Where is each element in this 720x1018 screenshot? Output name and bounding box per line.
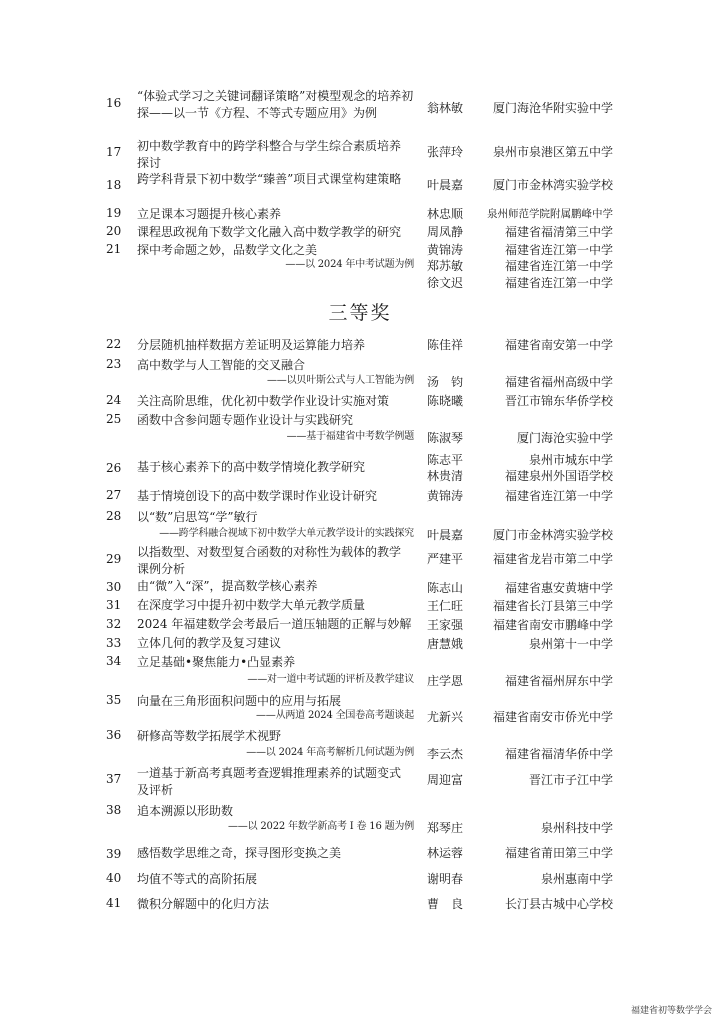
entry-title: 2024 年福建数学会考最后一道压轴题的正解与妙解 bbox=[137, 617, 412, 631]
entry-title: 基于核心素养下的高中数学情境化教学研究 bbox=[137, 460, 366, 474]
entry-organization: 厦门海沧华附实验中学 bbox=[492, 101, 613, 115]
entry-number: 36 bbox=[106, 728, 122, 742]
entry-subtitle: ——从两道 2024 全国卷高考题谈起 bbox=[255, 710, 414, 721]
entry-author: 尤新兴 bbox=[427, 710, 464, 724]
entry-author: 陈晓曦 bbox=[427, 394, 464, 408]
entry-title: 均值不等式的高阶拓展 bbox=[137, 872, 258, 886]
entry-number: 30 bbox=[106, 580, 122, 594]
entry-author: 汤 钧 bbox=[427, 375, 464, 389]
entry-author: 叶晨嘉 bbox=[427, 528, 464, 542]
entry-organization: 长汀县古城中心学校 bbox=[504, 897, 613, 911]
entry-organization: 泉州第十一中学 bbox=[528, 637, 613, 651]
entry-title: 立足课本习题提升核心素养 bbox=[137, 207, 282, 221]
entry-subtitle: ——跨学科融合视域下初中数学大单元教学设计的实践探究 bbox=[159, 528, 414, 539]
entry-organization: 泉州惠南中学 bbox=[540, 872, 613, 886]
entry-organization: 厦门市金林湾实验学校 bbox=[492, 528, 613, 542]
entry-number: 39 bbox=[106, 847, 122, 861]
entry-organization: 泉州市泉港区第五中学 bbox=[492, 145, 613, 159]
entry-author: 郑苏敏 bbox=[427, 259, 464, 273]
entry-author: 周迎富 bbox=[427, 773, 464, 787]
entry-author: 周凤静 bbox=[427, 225, 464, 239]
entry-organization: 福建省龙岩市第二中学 bbox=[492, 552, 613, 566]
entry-title: 立体几何的教学及复习建议 bbox=[137, 636, 282, 650]
entry-organization: 福建省南安市鹏峰中学 bbox=[492, 618, 613, 632]
entry-number: 23 bbox=[106, 357, 122, 371]
entry-organization: 福建省莆田第三中学 bbox=[504, 846, 613, 860]
entry-organization: 晋江市锦东华侨学校 bbox=[504, 394, 613, 408]
section-title-third-prize: 三等奖 bbox=[328, 302, 392, 324]
entry-author: 翁林敏 bbox=[427, 101, 464, 115]
entry-organization: 福建省连江第一中学 bbox=[504, 259, 613, 273]
entry-organization: 福建省福清华侨中学 bbox=[504, 747, 613, 761]
entry-organization: 福建省南安第一中学 bbox=[504, 338, 613, 352]
entry-subtitle: ——基于福建省中考数学例题 bbox=[286, 431, 414, 442]
entry-author: 徐文迟 bbox=[427, 276, 464, 290]
entry-author: 唐慧娥 bbox=[427, 637, 464, 651]
entry-organization: 福建省福清第三中学 bbox=[504, 225, 613, 239]
entry-title: 函数中含参问题专题作业设计与实践研究 bbox=[137, 413, 354, 427]
entry-title: 一道基于新高考真题考查逻辑推理素养的试题变式及评析 bbox=[137, 766, 402, 797]
entry-title: 探中考命题之妙，品数学文化之美 bbox=[137, 243, 318, 257]
entry-subtitle: ——以 2022 年数学新高考 I 卷 16 题为例 bbox=[228, 821, 414, 832]
entry-title: 以指数型、对数型复合函数的对称性为载体的教学课例分析 bbox=[137, 545, 402, 576]
entry-number: 35 bbox=[106, 693, 122, 707]
entry-number: 28 bbox=[106, 509, 122, 523]
entry-author: 林忠顺 bbox=[427, 207, 464, 221]
entry-organization: 福建省福州屏东中学 bbox=[504, 674, 613, 688]
entry-author: 林运蓉 bbox=[427, 846, 464, 860]
entry-author: 郑琴庄 bbox=[427, 821, 464, 835]
entry-title: 由“微”入“深”，提高数学核心素养 bbox=[137, 579, 318, 593]
entry-number: 27 bbox=[106, 488, 122, 502]
entry-number: 29 bbox=[106, 552, 122, 566]
entry-author: 黄锦涛 bbox=[427, 489, 464, 503]
entry-organization: 福建省福州高级中学 bbox=[504, 375, 613, 389]
entry-number: 22 bbox=[106, 337, 122, 351]
entry-title: “体验式学习之关键词翻译策略”对模型观念的培养初探——以一节《方程、不等式专题应用》为例 bbox=[137, 89, 414, 120]
entry-subtitle: ——以 2024 年中考试题为例 bbox=[285, 259, 414, 270]
entry-organization: 泉州市城东中学 bbox=[528, 453, 613, 467]
entry-number: 33 bbox=[106, 636, 122, 650]
entry-title: 课程思政视角下数学文化融入高中数学教学的研究 bbox=[137, 225, 402, 239]
entry-number: 24 bbox=[106, 393, 122, 407]
entry-author: 王仁旺 bbox=[427, 599, 464, 613]
entry-title: 初中数学教育中的跨学科整合与学生综合素质培养探讨 bbox=[137, 139, 402, 170]
entry-number: 16 bbox=[106, 96, 122, 110]
entry-author: 庄学恩 bbox=[427, 674, 464, 688]
entry-organization: 厦门市金林湾实验学校 bbox=[492, 178, 613, 192]
entry-author: 陈佳祥 bbox=[427, 338, 464, 352]
entry-number: 26 bbox=[106, 461, 122, 475]
entry-organization: 厦门海沧实验中学 bbox=[516, 431, 613, 445]
entry-title: 跨学科背景下初中数学“臻善”项目式课堂构建策略 bbox=[137, 172, 402, 186]
entry-author: 陈志山 bbox=[427, 581, 464, 595]
entry-number: 34 bbox=[106, 654, 122, 668]
entry-author: 陈志平 bbox=[427, 453, 464, 467]
entry-title: 追本溯源以形助数 bbox=[137, 804, 234, 818]
entry-author: 张萍玲 bbox=[427, 145, 464, 159]
entry-organization: 福建泉州外国语学校 bbox=[504, 469, 613, 483]
entry-number: 32 bbox=[106, 617, 122, 631]
entry-number: 20 bbox=[106, 224, 122, 238]
entry-author: 谢明春 bbox=[427, 872, 464, 886]
entry-number: 38 bbox=[106, 803, 122, 817]
entry-title: 感悟数学思维之奇，探寻图形变换之美 bbox=[137, 846, 342, 860]
entry-number: 37 bbox=[106, 772, 122, 786]
entry-author: 黄锦涛 bbox=[427, 243, 464, 257]
entry-title: 以“数”启思笃“学”敏行 bbox=[137, 510, 258, 524]
entry-author: 李云杰 bbox=[427, 747, 464, 761]
entry-number: 19 bbox=[106, 206, 122, 220]
entry-number: 40 bbox=[106, 871, 122, 885]
entry-author: 陈淑琴 bbox=[427, 431, 464, 445]
publisher-footer: 福建省初等数学学会 bbox=[630, 1006, 712, 1016]
entry-organization: 泉州师范学院附属鹏峰中学 bbox=[487, 208, 613, 220]
entry-subtitle: ——以贝叶斯公式与人工智能为例 bbox=[267, 375, 414, 386]
entry-organization: 福建省连江第一中学 bbox=[504, 489, 613, 503]
entry-organization: 福建省长汀县第三中学 bbox=[492, 599, 613, 613]
entry-title: 向量在三角形面积问题中的应用与拓展 bbox=[137, 694, 342, 708]
entry-title: 在深度学习中提升初中数学大单元教学质量 bbox=[137, 598, 366, 612]
entry-subtitle: ——对一道中考试题的评析及教学建议 bbox=[247, 674, 414, 685]
entry-number: 17 bbox=[106, 145, 122, 159]
entry-title: 微积分解题中的化归方法 bbox=[137, 897, 270, 911]
entry-title: 高中数学与人工智能的交叉融合 bbox=[137, 358, 306, 372]
entry-number: 41 bbox=[106, 896, 122, 910]
entry-number: 31 bbox=[106, 598, 122, 612]
entry-number: 18 bbox=[106, 178, 122, 192]
entry-author: 叶晨嘉 bbox=[427, 178, 464, 192]
entry-organization: 福建省南安市侨光中学 bbox=[492, 710, 613, 724]
entry-author: 林贵清 bbox=[427, 469, 464, 483]
entry-number: 21 bbox=[106, 242, 122, 256]
entry-title: 关注高阶思维，优化初中数学作业设计实施对策 bbox=[137, 394, 390, 408]
entry-organization: 晋江市子江中学 bbox=[528, 773, 613, 787]
entry-organization: 泉州科技中学 bbox=[540, 821, 613, 835]
entry-title: 立足基础•聚焦能力•凸显素养 bbox=[137, 655, 296, 669]
entry-number: 25 bbox=[106, 412, 122, 426]
entry-subtitle: ——以 2024 年高考解析几何试题为例 bbox=[246, 747, 414, 758]
entry-title: 基于情境创设下的高中数学课时作业设计研究 bbox=[137, 489, 378, 503]
entry-organization: 福建省连江第一中学 bbox=[504, 276, 613, 290]
entry-author: 严建平 bbox=[427, 552, 464, 566]
entry-author: 曹 良 bbox=[427, 897, 464, 911]
entry-author: 王家强 bbox=[427, 618, 464, 632]
entry-organization: 福建省惠安黄塘中学 bbox=[504, 581, 613, 595]
entry-title: 分层随机抽样数据方差证明及运算能力培养 bbox=[137, 338, 366, 352]
entry-organization: 福建省连江第一中学 bbox=[504, 243, 613, 257]
entry-title: 研修高等数学拓展学术视野 bbox=[137, 729, 282, 743]
